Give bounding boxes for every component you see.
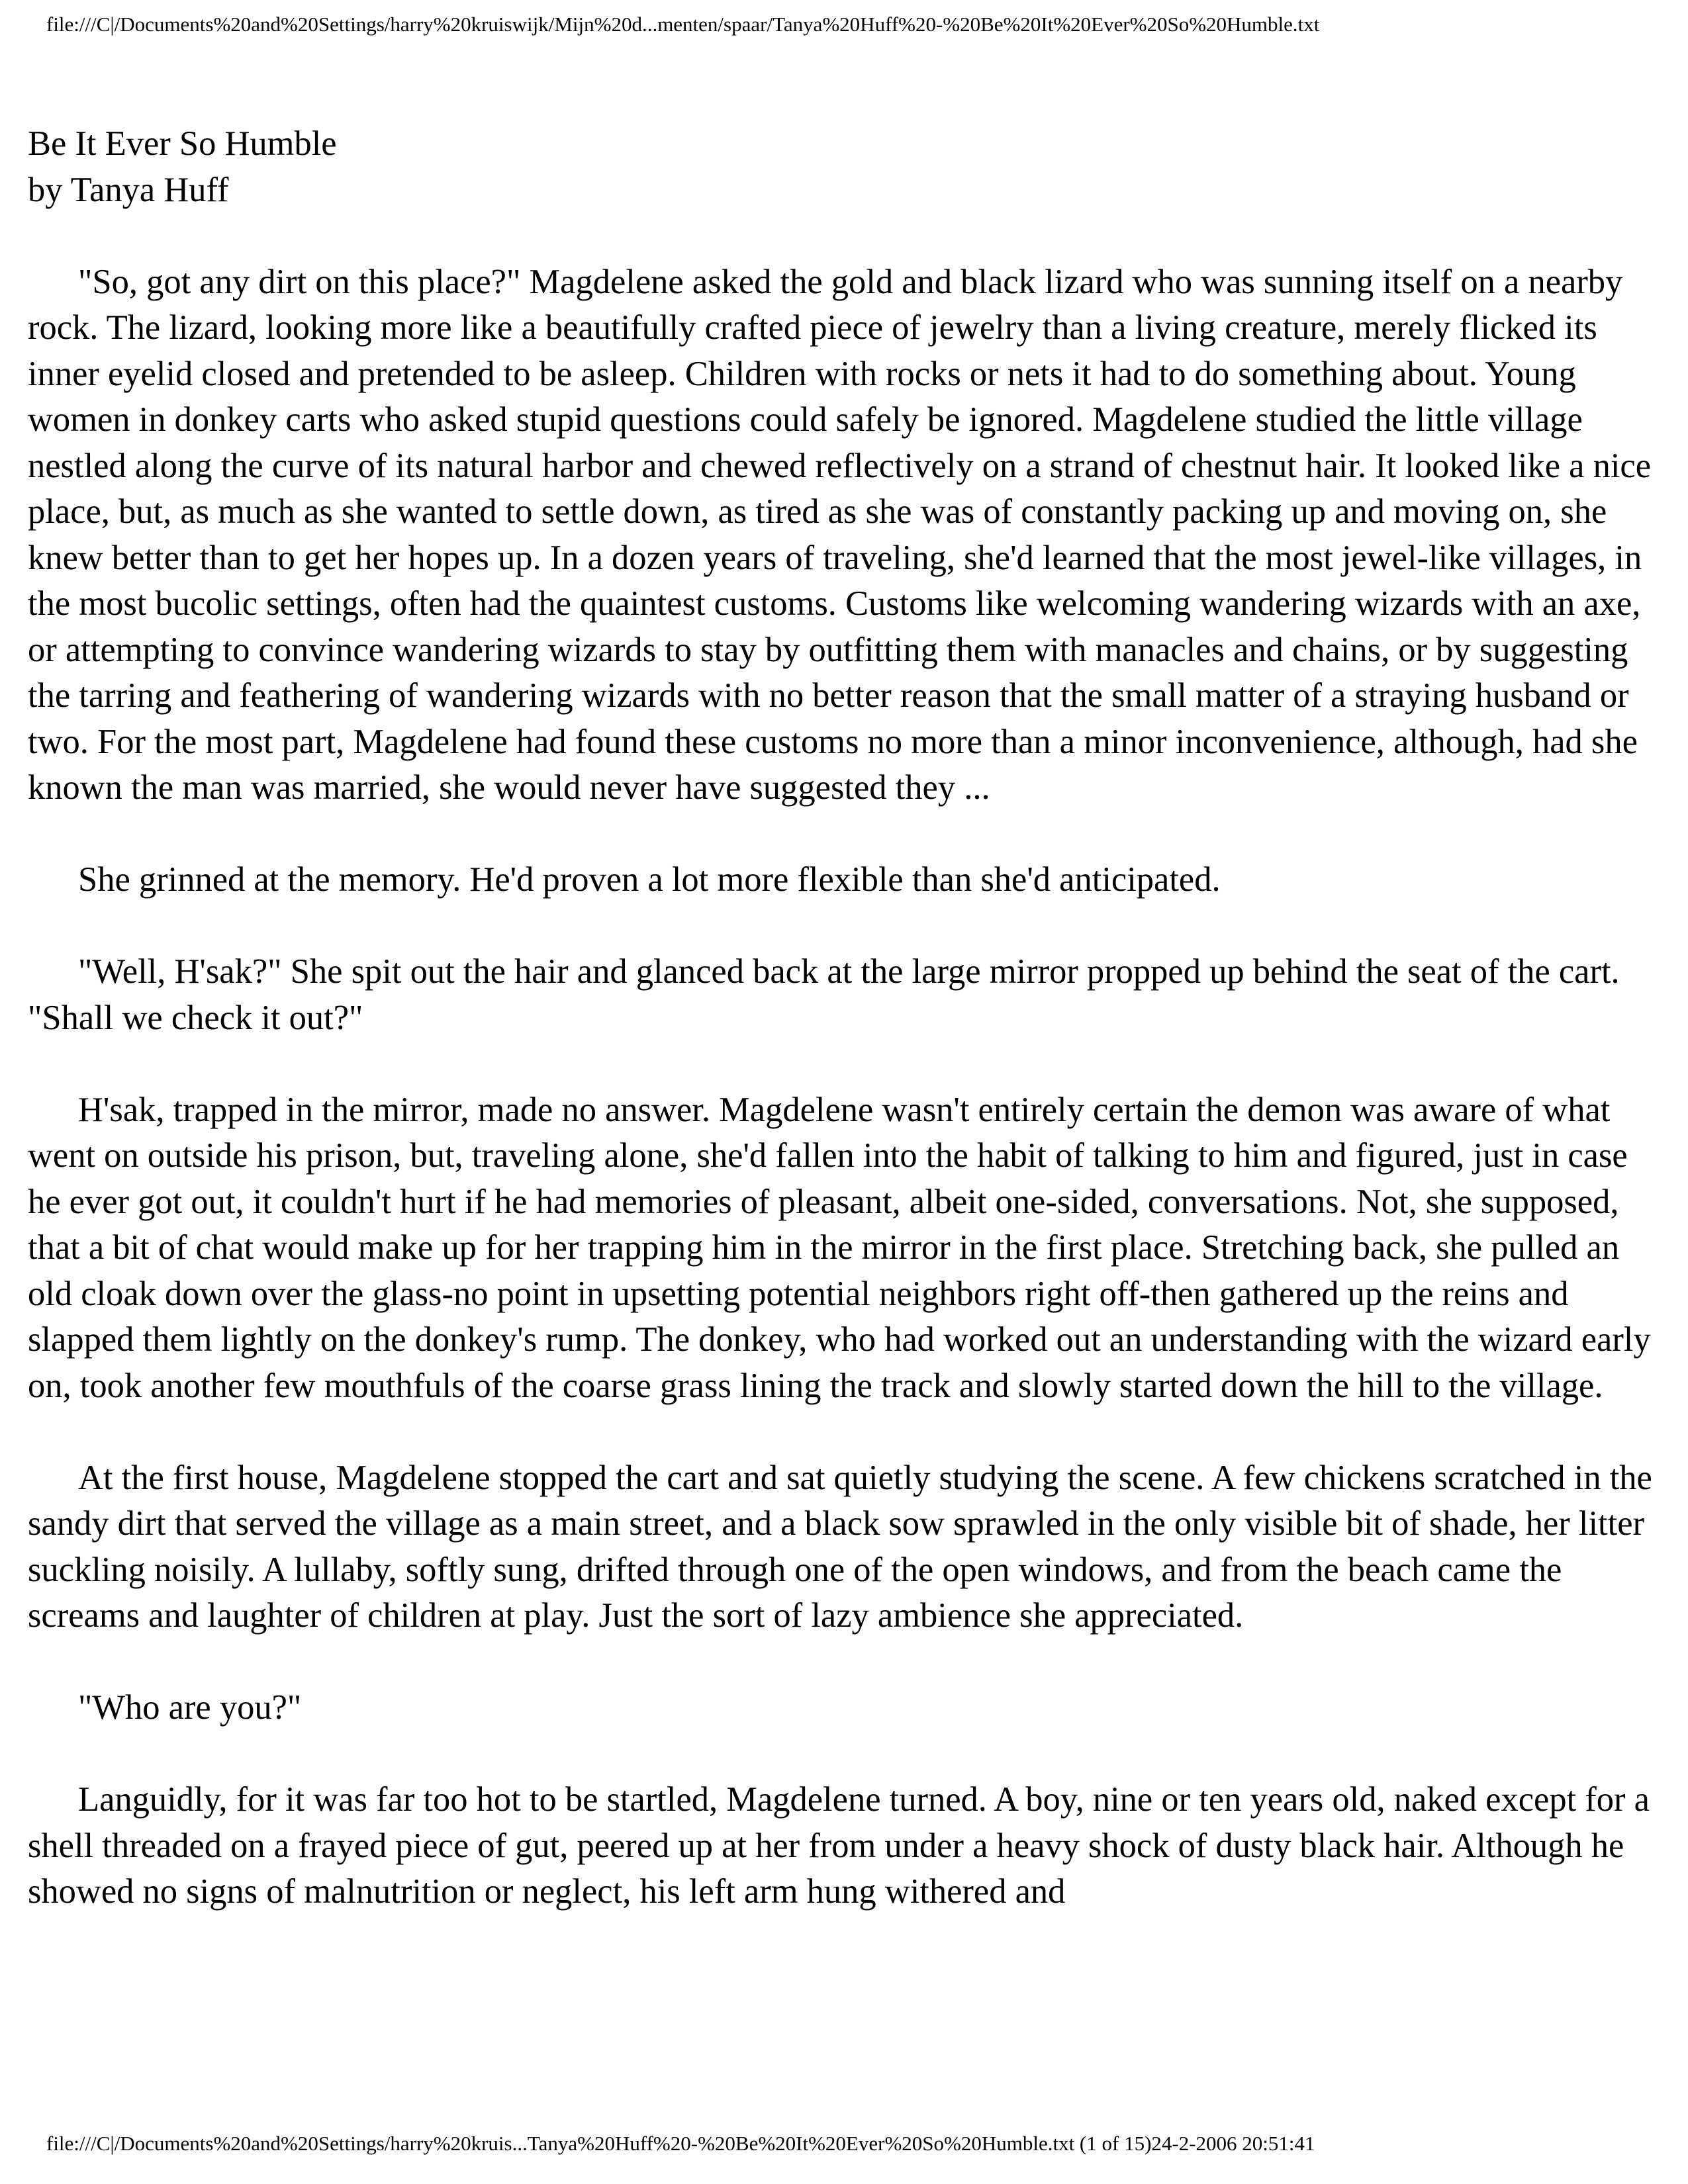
paragraph: She grinned at the memory. He'd proven a lot more flexible than she'd anticipated.: [78, 860, 1221, 899]
print-header-url: file:///C|/Documents%20and%20Settings/harry%20kruiswijk/Mijn%20d...menten/spaar/Tanya%20Huff%20-%20Be%20It%20Ever%20So%20Humble.txt: [46, 13, 1320, 36]
paragraph: "Who are you?": [78, 1688, 302, 1727]
document-title: Be It Ever So Humble: [28, 124, 337, 163]
paragraph: H'sak, trapped in the mirror, made no answer. Magdelene wasn't entirely certain the demon was aware of what went on outside his prison, but, traveling alone, she'd fallen into the habit of talking to him and figured, just in case he ever got out, it couldn't hurt if he had memories of pleasant, albeit one-sided, conversations. Not, she supposed, that a bit of chat would make up for her trapping him in the mirror in the first place. Stretching back, she pulled an old cloak down over the glass-no point in upsetting potential neighbors right off-then gathered up the reins and slapped them lightly on the donkey's rump. The donkey, who had worked out an understanding with the wizard early on, took another few mouthfuls of the coarse grass lining the track and slowly started down the hill to the village.: [28, 1090, 1651, 1405]
paragraph: "Well, H'sak?" She spit out the hair and glanced back at the large mirror propped up behind the seat of the cart. "Shall we check it out?": [28, 952, 1620, 1037]
paragraph: Languidly, for it was far too hot to be startled, Magdelene turned. A boy, nine or ten years old, naked except for a shell threaded on a frayed piece of gut, peered up at her from under a heavy shock of dusty black hair. Although he showed no signs of malnutrition or neglect, his left arm hung withered and: [28, 1780, 1650, 1911]
print-footer-info: file:///C|/Documents%20and%20Settings/harry%20kruis...Tanya%20Huff%20-%20Be%20It%20Ever%20So%20Humble.txt (1 of 15)24-2-2006 20:51:41: [46, 2132, 1315, 2155]
paragraph: "So, got any dirt on this place?" Magdelene asked the gold and black lizard who was sunning itself on a nearby rock. The lizard, looking more like a beautifully crafted piece of jewelry than a living creature, merely flicked its inner eyelid closed and pretended to be asleep. Children with rocks or nets it had to do something about. Young women in donkey carts who asked stupid questions could safely be ignored. Magdelene studied the little village nestled along the curve of its natural harbor and chewed reflectively on a strand of chestnut hair. It looked like a nice place, but, as much as she wanted to settle down, as tired as she was of constantly packing up and moving on, she knew better than to get her hopes up. In a dozen years of traveling, she'd learned that the most jewel-like villages, in the most bucolic settings, often had the quaintest customs. Customs like welcoming wandering wizards with an axe, or attempting to convince wandering wizards to stay by outfitting them with manacles and chains, or by suggesting the tarring and feathering of wandering wizards with no better reason that the small matter of a straying husband or two. For the most part, Magdelene had found these customs no more than a minor inconvenience, although, had she known the man was married, she would never have suggested they ...: [28, 262, 1652, 807]
paragraph: At the first house, Magdelene stopped the cart and sat quietly studying the scene. A few chickens scratched in the sandy dirt that served the village as a main street, and a black sow sprawled in the only visible bit of shade, her litter suckling noisily. A lullaby, softly sung, drifted through one of the open windows, and from the beach came the screams and laughter of children at play. Just the sort of lazy ambience she appreciated.: [28, 1458, 1652, 1635]
title-block: [28, 121, 1666, 213]
document-body: [28, 121, 1666, 1915]
document-byline: by Tanya Huff: [28, 170, 229, 209]
